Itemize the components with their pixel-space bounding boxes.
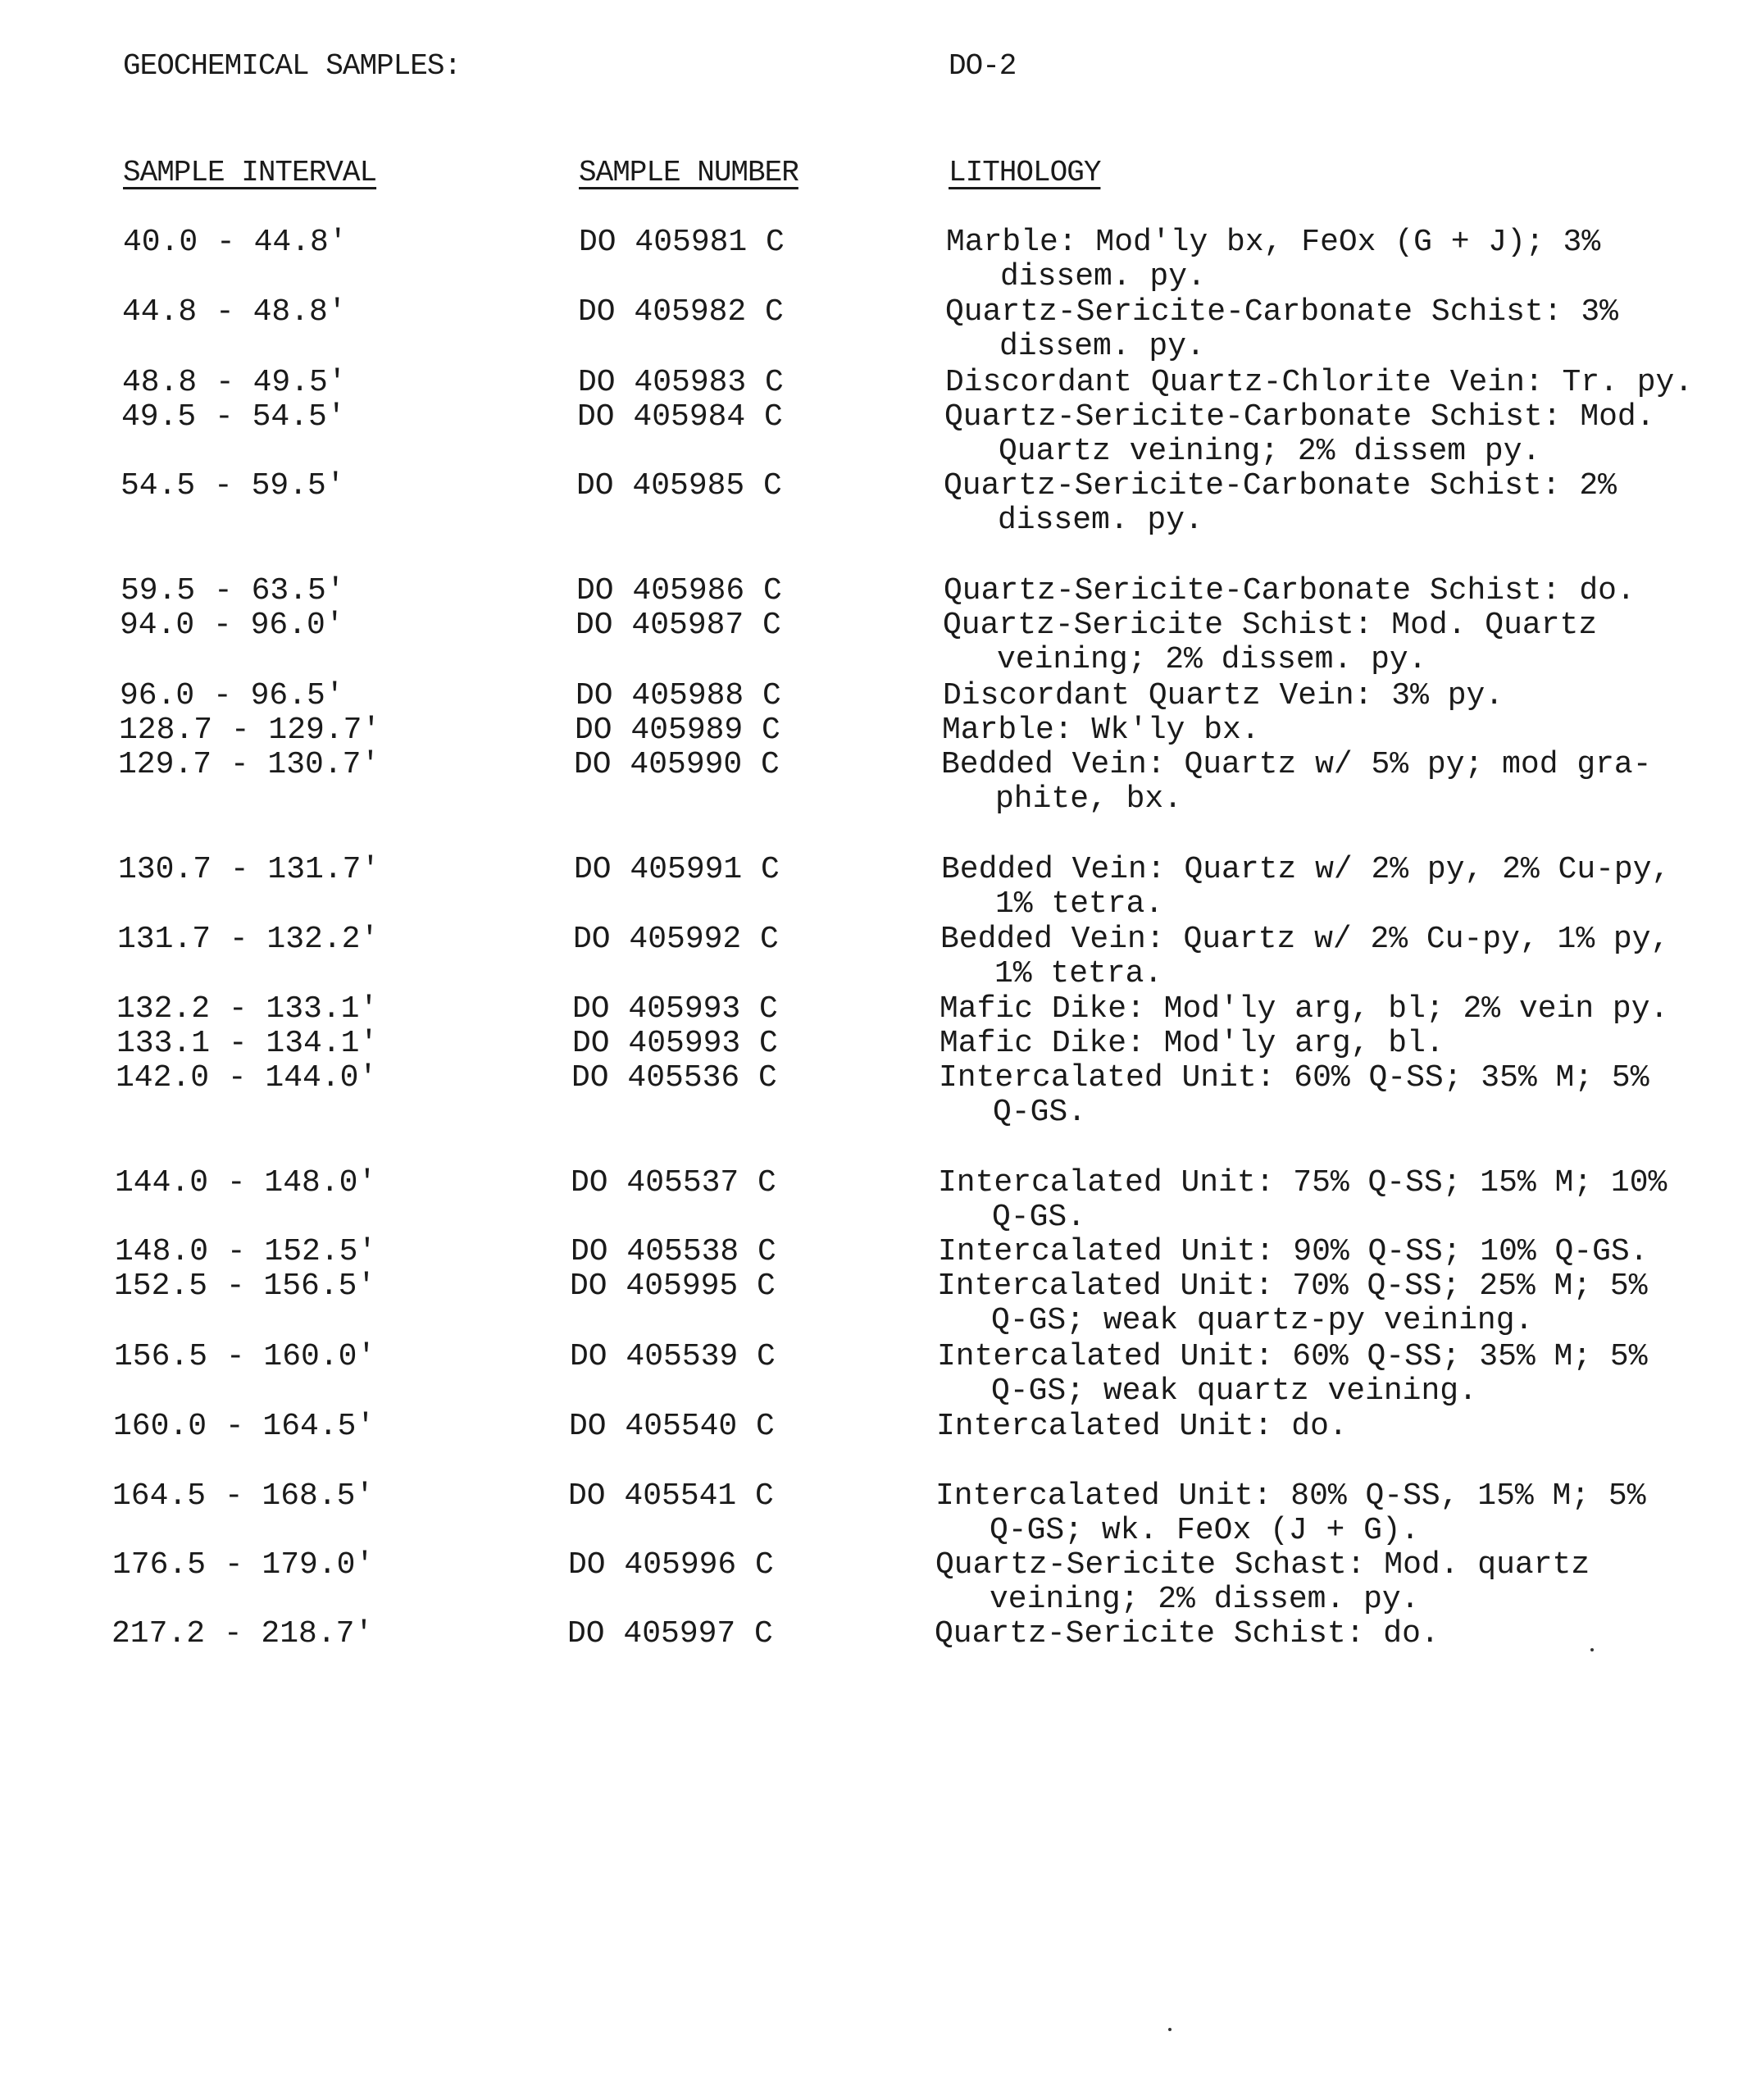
lithology-cell [937, 1340, 1648, 1409]
sample-number: DO 405988 C [576, 678, 781, 713]
lithology-cell [943, 608, 1597, 677]
sample-interval: 217.2 - 218.7' [111, 1616, 374, 1651]
sample-interval: 54.5 - 59.5' [121, 468, 345, 503]
lithology-line: Q-GS. [993, 1095, 1087, 1130]
page-title: GEOCHEMICAL SAMPLES: [123, 49, 462, 83]
lithology-line: Discordant Quartz Vein: 3% py. [943, 678, 1504, 713]
lithology-cell [944, 400, 1655, 469]
lithology-line: Q-GS; wk. FeOx (J + G). [990, 1513, 1420, 1548]
lithology-cell [946, 225, 1600, 294]
lithology-line: Quartz-Sericite-Carbonate Schist: 3% [945, 294, 1618, 330]
sample-number: DO 405539 C [570, 1339, 776, 1374]
lithology-cell [944, 574, 1636, 608]
lithology-line: Mafic Dike: Mod'ly arg, bl. [940, 1026, 1445, 1061]
lithology-line: Quartz-Sericite-Carbonate Schist: do. [944, 573, 1636, 608]
sample-number: DO 405991 C [574, 852, 780, 887]
sample-number: DO 405981 C [579, 225, 785, 260]
lithology-line: Bedded Vein: Quartz w/ 2% Cu-py, 1% py, [940, 922, 1670, 957]
sample-number: DO 405995 C [570, 1269, 776, 1304]
lithology-line: Q-GS; weak quartz veining. [991, 1373, 1477, 1409]
lithology-line: Marble: Wk'ly bx. [942, 713, 1260, 748]
sample-interval: 48.8 - 49.5' [122, 365, 347, 400]
sample-number: DO 405992 C [573, 922, 779, 957]
sample-interval: 59.5 - 63.5' [121, 573, 345, 608]
lithology-line: Intercalated Unit: do. [936, 1409, 1348, 1444]
sample-interval: 144.0 - 148.0' [115, 1165, 377, 1200]
sample-number: DO 405538 C [571, 1234, 776, 1269]
sample-interval: 176.5 - 179.0' [112, 1547, 375, 1583]
lithology-line: dissem. py. [998, 503, 1203, 538]
sample-number: DO 405982 C [578, 294, 784, 330]
lithology-line: veining; 2% dissem. py. [997, 642, 1427, 677]
lithology-cell [940, 922, 1669, 991]
lithology-line: 1% tetra. [995, 886, 1164, 922]
lithology-cell [942, 713, 1260, 748]
lithology-line: 1% tetra. [994, 956, 1163, 991]
lithology-cell [935, 1617, 1440, 1651]
hole-id: DO-2 [949, 49, 1017, 83]
sample-number: DO 405997 C [567, 1616, 773, 1651]
lithology-line: Intercalated Unit: 70% Q-SS; 25% M; 5% [937, 1269, 1648, 1304]
lithology-cell [936, 1410, 1348, 1444]
lithology-line: Intercalated Unit: 75% Q-SS; 15% M; 10% [938, 1165, 1667, 1200]
sample-interval: 130.7 - 131.7' [118, 852, 380, 887]
lithology-cell [944, 469, 1617, 538]
lithology-line: Intercalated Unit: 60% Q-SS; 35% M; 5% [939, 1060, 1649, 1096]
lithology-line: Quartz veining; 2% dissem py. [999, 434, 1541, 469]
sample-interval: 148.0 - 152.5' [115, 1234, 377, 1269]
sample-number: DO 405996 C [568, 1547, 774, 1583]
lithology-line: Q-GS. [992, 1200, 1086, 1235]
sample-number: DO 405984 C [577, 399, 783, 435]
sample-interval: 164.5 - 168.5' [112, 1478, 375, 1514]
lithology-line: Quartz-Sericite Schist: Mod. Quartz [943, 608, 1598, 643]
column-header-interval: SAMPLE INTERVAL [123, 156, 377, 189]
sample-interval: 44.8 - 48.8' [122, 294, 347, 330]
lithology-line: Quartz-Sericite Schist: do. [935, 1616, 1440, 1651]
lithology-cell [941, 853, 1670, 922]
lithology-cell [945, 366, 1693, 400]
lithology-cell [938, 1166, 1667, 1235]
lithology-line: Intercalated Unit: 60% Q-SS; 35% M; 5% [937, 1339, 1648, 1374]
sample-interval: 49.5 - 54.5' [121, 399, 346, 435]
sample-number: DO 405987 C [576, 608, 781, 643]
column-header-lithology: LITHOLOGY [949, 156, 1101, 189]
sample-number: DO 405540 C [569, 1409, 775, 1444]
sample-number: DO 405537 C [571, 1165, 776, 1200]
sample-interval: 152.5 - 156.5' [114, 1269, 376, 1304]
sample-number: DO 405989 C [575, 713, 780, 748]
lithology-line: Discordant Quartz-Chlorite Vein: Tr. py. [945, 365, 1694, 400]
lithology-line: veining; 2% dissem. py. [990, 1582, 1420, 1617]
lithology-line: Bedded Vein: Quartz w/ 2% py, 2% Cu-py, [941, 852, 1671, 887]
column-header-number: SAMPLE NUMBER [579, 156, 798, 189]
sample-number: DO 405985 C [576, 468, 782, 503]
sample-number: DO 405536 C [571, 1060, 777, 1096]
lithology-line: Marble: Mod'ly bx, FeOx (G + J); 3% [946, 225, 1601, 260]
lithology-line: dissem. py. [999, 329, 1205, 364]
lithology-cell [935, 1548, 1590, 1617]
lithology-cell [937, 1269, 1648, 1338]
lithology-line: Quartz-Sericite Schast: Mod. quartz [935, 1547, 1590, 1583]
scan-speck [1590, 1648, 1594, 1651]
sample-interval: 142.0 - 144.0' [116, 1060, 378, 1096]
lithology-cell [939, 1061, 1649, 1130]
scan-speck [1168, 2028, 1172, 2031]
lithology-line: Quartz-Sericite-Carbonate Schist: 2% [944, 468, 1617, 503]
sample-interval: 133.1 - 134.1' [116, 1026, 379, 1061]
sample-number: DO 405983 C [578, 365, 784, 400]
sample-interval: 131.7 - 132.2' [117, 922, 380, 957]
sample-number: DO 405993 C [572, 991, 778, 1027]
sample-number: DO 405990 C [574, 747, 780, 782]
lithology-cell [941, 748, 1652, 817]
lithology-cell [940, 1027, 1445, 1061]
lithology-line: Intercalated Unit: 90% Q-SS; 10% Q-GS. [938, 1234, 1649, 1269]
sample-interval: 128.7 - 129.7' [119, 713, 381, 748]
sample-interval: 40.0 - 44.8' [123, 225, 348, 260]
lithology-line: Quartz-Sericite-Carbonate Schist: Mod. [944, 399, 1655, 435]
sample-number: DO 405986 C [576, 573, 782, 608]
lithology-line: Mafic Dike: Mod'ly arg, bl; 2% vein py. [940, 991, 1669, 1027]
sample-number: DO 405993 C [572, 1026, 778, 1061]
sample-interval: 156.5 - 160.0' [114, 1339, 376, 1374]
sample-interval: 129.7 - 130.7' [118, 747, 380, 782]
sample-interval: 96.0 - 96.5' [120, 678, 344, 713]
lithology-cell [943, 679, 1504, 713]
lithology-cell [940, 992, 1668, 1027]
lithology-cell [938, 1235, 1649, 1269]
lithology-line: Q-GS; weak quartz-py veining. [991, 1303, 1534, 1338]
lithology-line: dissem. py. [1000, 259, 1206, 294]
sample-interval: 132.2 - 133.1' [116, 991, 379, 1027]
sample-interval: 94.0 - 96.0' [120, 608, 344, 643]
lithology-line: Bedded Vein: Quartz w/ 5% py; mod gra- [941, 747, 1652, 782]
lithology-line: Intercalated Unit: 80% Q-SS, 15% M; 5% [935, 1478, 1646, 1514]
lithology-cell [945, 295, 1618, 364]
lithology-line: phite, bx. [995, 781, 1183, 817]
sample-number: DO 405541 C [568, 1478, 774, 1514]
sample-interval: 160.0 - 164.5' [113, 1409, 375, 1444]
lithology-cell [935, 1479, 1646, 1548]
